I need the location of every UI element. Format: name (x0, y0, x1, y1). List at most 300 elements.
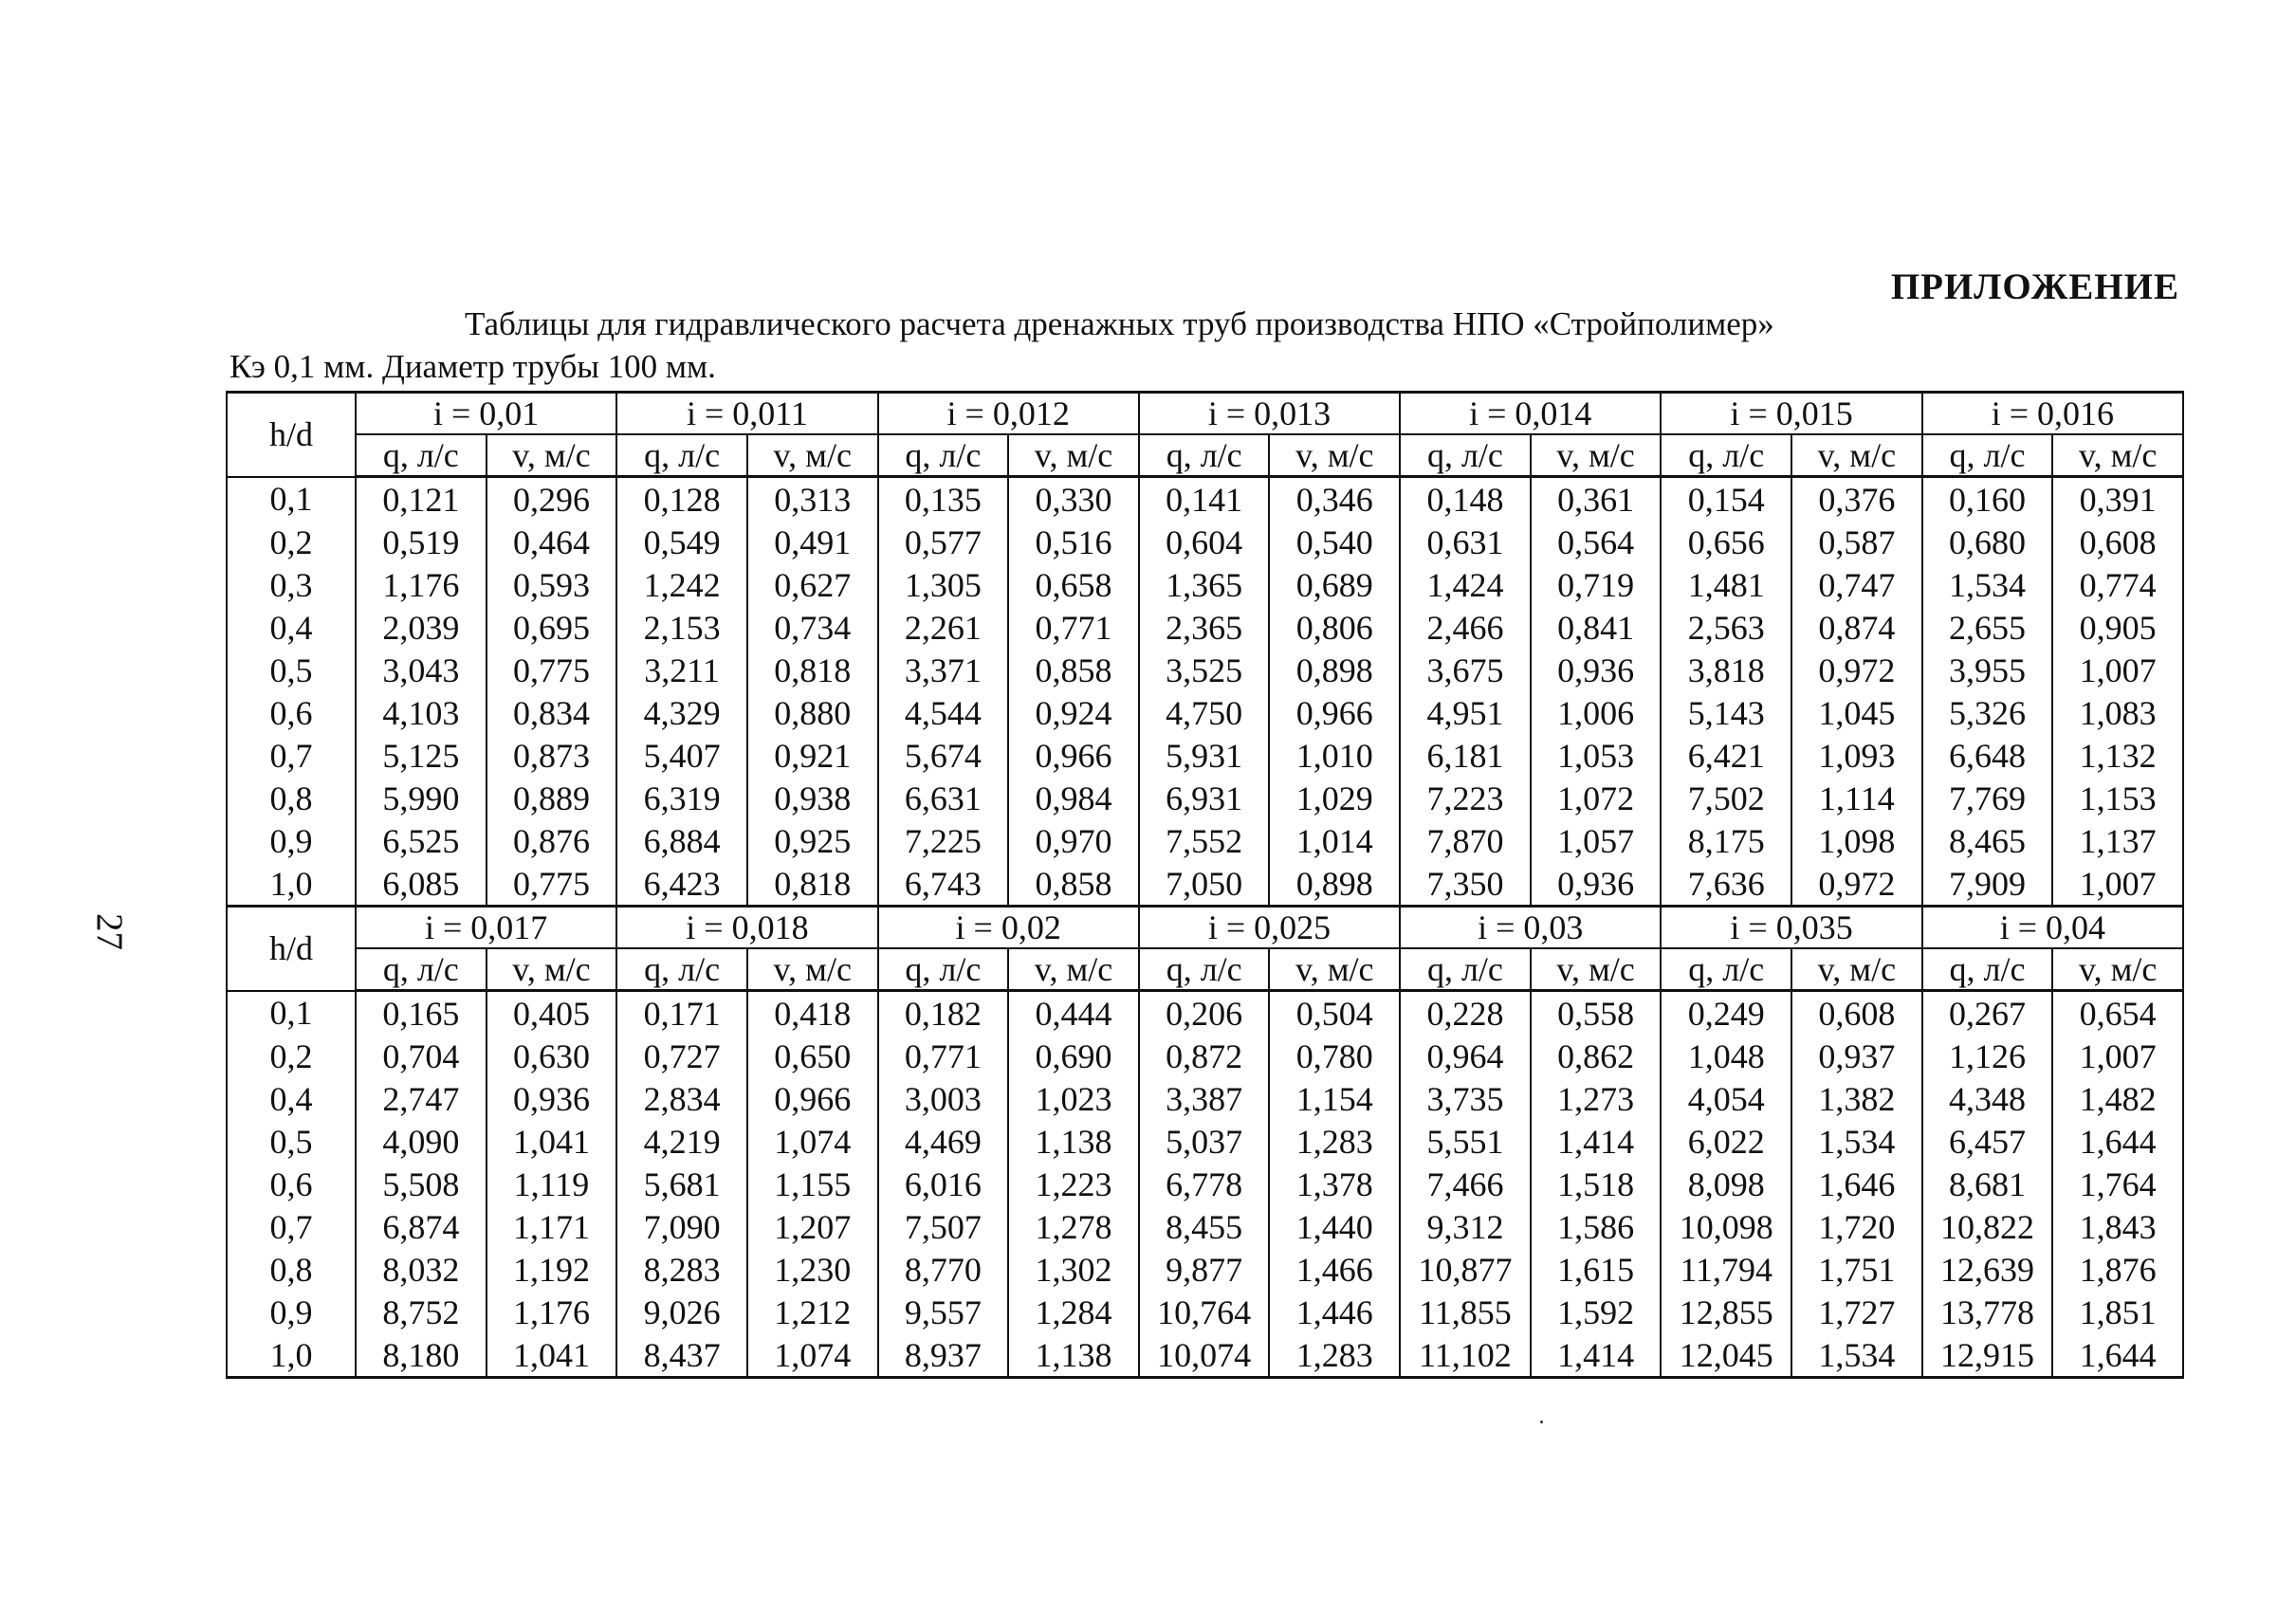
q-unit-header: q, л/с (1400, 948, 1531, 991)
v-value-cell: 1,592 (1531, 1291, 1662, 1333)
v-value-cell: 1,023 (1008, 1077, 1139, 1120)
q-value-cell: 6,525 (356, 819, 487, 862)
v-value-cell: 1,138 (1008, 1333, 1139, 1378)
v-value-cell: 1,041 (487, 1333, 617, 1378)
v-value-cell: 1,093 (1791, 734, 1922, 777)
v-value-cell: 0,936 (487, 1077, 617, 1120)
v-value-cell: 0,775 (487, 862, 617, 907)
hd-cell: 1,0 (227, 1333, 356, 1378)
hd-header: h/d (227, 907, 356, 991)
table-row (227, 521, 2183, 563)
slope-header: i = 0,01 (356, 393, 616, 435)
table-row (227, 691, 2183, 734)
q-value-cell: 2,153 (616, 606, 747, 649)
v-value-cell: 1,155 (747, 1163, 878, 1205)
v-value-cell: 0,921 (747, 734, 878, 777)
hd-header: h/d (227, 393, 356, 477)
v-value-cell: 0,841 (1531, 606, 1662, 649)
v-value-cell: 0,834 (487, 691, 617, 734)
v-value-cell: 0,540 (1269, 521, 1400, 563)
v-value-cell: 1,382 (1791, 1077, 1922, 1120)
q-value-cell: 0,182 (878, 991, 1009, 1036)
q-value-cell: 5,037 (1139, 1120, 1270, 1163)
table-row (227, 734, 2183, 777)
q-value-cell: 6,931 (1139, 777, 1270, 819)
q-value-cell: 0,964 (1400, 1035, 1531, 1077)
q-value-cell: 1,048 (1661, 1035, 1791, 1077)
q-value-cell: 7,466 (1400, 1163, 1531, 1205)
appendix-heading: ПРИЛОЖЕНИЕ (1890, 266, 2179, 307)
unit-header-row (227, 948, 2183, 991)
q-value-cell: 0,519 (356, 521, 487, 563)
v-value-cell: 0,654 (2052, 991, 2183, 1036)
v-value-cell: 1,378 (1269, 1163, 1400, 1205)
v-value-cell: 1,074 (747, 1333, 878, 1378)
q-value-cell: 0,771 (878, 1035, 1009, 1077)
v-value-cell: 1,006 (1531, 691, 1662, 734)
v-value-cell: 0,627 (747, 563, 878, 606)
v-unit-header: v, м/с (1269, 948, 1400, 991)
q-value-cell: 1,242 (616, 563, 747, 606)
hd-cell: 0,5 (227, 1120, 356, 1163)
v-value-cell: 0,972 (1791, 862, 1922, 907)
v-value-cell: 1,851 (2052, 1291, 2183, 1333)
v-value-cell: 0,464 (487, 521, 617, 563)
v-unit-header: v, м/с (2052, 434, 2183, 477)
q-value-cell: 8,032 (356, 1248, 487, 1291)
v-value-cell: 1,132 (2052, 734, 2183, 777)
q-value-cell: 1,365 (1139, 563, 1270, 606)
v-value-cell: 1,440 (1269, 1205, 1400, 1248)
v-value-cell: 0,862 (1531, 1035, 1662, 1077)
q-value-cell: 3,371 (878, 649, 1009, 691)
v-value-cell: 1,223 (1008, 1163, 1139, 1205)
q-value-cell: 4,054 (1661, 1077, 1791, 1120)
q-unit-header: q, л/с (1922, 948, 2053, 991)
v-value-cell: 1,843 (2052, 1205, 2183, 1248)
q-value-cell: 0,577 (878, 521, 1009, 563)
q-value-cell: 0,148 (1400, 477, 1531, 522)
v-unit-header: v, м/с (2052, 948, 2183, 991)
q-value-cell: 2,365 (1139, 606, 1270, 649)
v-value-cell: 1,007 (2052, 649, 2183, 691)
v-value-cell: 0,937 (1791, 1035, 1922, 1077)
table-row (227, 1205, 2183, 1248)
q-value-cell: 11,855 (1400, 1291, 1531, 1333)
v-value-cell: 0,558 (1531, 991, 1662, 1036)
q-value-cell: 6,457 (1922, 1120, 2053, 1163)
q-value-cell: 4,219 (616, 1120, 747, 1163)
q-value-cell: 5,931 (1139, 734, 1270, 777)
v-value-cell: 1,518 (1531, 1163, 1662, 1205)
q-value-cell: 7,769 (1922, 777, 2053, 819)
q-value-cell: 6,631 (878, 777, 1009, 819)
v-value-cell: 1,482 (2052, 1077, 2183, 1120)
v-value-cell: 1,207 (747, 1205, 878, 1248)
table-row (227, 477, 2183, 522)
q-value-cell: 3,211 (616, 649, 747, 691)
v-value-cell: 0,695 (487, 606, 617, 649)
q-value-cell: 1,176 (356, 563, 487, 606)
v-value-cell: 1,764 (2052, 1163, 2183, 1205)
table-row (227, 606, 2183, 649)
q-value-cell: 1,305 (878, 563, 1009, 606)
v-value-cell: 1,283 (1269, 1333, 1400, 1378)
hydraulic-table-body (227, 393, 2183, 1378)
table-subtitle: Кэ 0,1 мм. Диаметр трубы 100 мм. (230, 348, 716, 385)
slope-header: i = 0,04 (1922, 907, 2183, 949)
hd-cell: 0,5 (227, 649, 356, 691)
q-value-cell: 0,631 (1400, 521, 1531, 563)
document-title: Таблицы для гидравлического расчета дренажных труб производства НПО «Стройполимер» (465, 305, 1774, 342)
v-value-cell: 0,936 (1531, 649, 1662, 691)
q-value-cell: 8,180 (356, 1333, 487, 1378)
v-value-cell: 1,137 (2052, 819, 2183, 862)
v-value-cell: 0,874 (1791, 606, 1922, 649)
table-row (227, 1163, 2183, 1205)
unit-header-row (227, 434, 2183, 477)
slope-header: i = 0,018 (616, 907, 877, 949)
q-value-cell: 10,822 (1922, 1205, 2053, 1248)
q-value-cell: 3,675 (1400, 649, 1531, 691)
q-value-cell: 12,915 (1922, 1333, 2053, 1378)
v-value-cell: 1,446 (1269, 1291, 1400, 1333)
q-value-cell: 7,870 (1400, 819, 1531, 862)
q-value-cell: 1,481 (1661, 563, 1791, 606)
q-value-cell: 0,680 (1922, 521, 2053, 563)
q-unit-header: q, л/с (878, 434, 1009, 477)
hd-cell: 0,6 (227, 691, 356, 734)
slope-header: i = 0,02 (878, 907, 1139, 949)
q-value-cell: 3,818 (1661, 649, 1791, 691)
slope-header: i = 0,015 (1661, 393, 1921, 435)
v-value-cell: 0,690 (1008, 1035, 1139, 1077)
v-value-cell: 1,414 (1531, 1120, 1662, 1163)
slope-header: i = 0,014 (1400, 393, 1661, 435)
q-value-cell: 4,750 (1139, 691, 1270, 734)
hd-cell: 0,7 (227, 1205, 356, 1248)
slope-header: i = 0,035 (1661, 907, 1921, 949)
v-value-cell: 1,646 (1791, 1163, 1922, 1205)
v-value-cell: 0,593 (487, 563, 617, 606)
v-unit-header: v, м/с (1531, 434, 1662, 477)
q-value-cell: 0,549 (616, 521, 747, 563)
v-value-cell: 0,516 (1008, 521, 1139, 563)
q-unit-header: q, л/с (878, 948, 1009, 991)
v-value-cell: 1,083 (2052, 691, 2183, 734)
q-value-cell: 6,778 (1139, 1163, 1270, 1205)
q-value-cell: 0,704 (356, 1035, 487, 1077)
q-value-cell: 6,016 (878, 1163, 1009, 1205)
q-value-cell: 6,423 (616, 862, 747, 907)
q-unit-header: q, л/с (1139, 948, 1270, 991)
q-value-cell: 2,261 (878, 606, 1009, 649)
table-row (227, 777, 2183, 819)
v-value-cell: 1,007 (2052, 862, 2183, 907)
v-value-cell: 1,720 (1791, 1205, 1922, 1248)
q-value-cell: 9,557 (878, 1291, 1009, 1333)
q-value-cell: 12,045 (1661, 1333, 1791, 1378)
q-value-cell: 0,171 (616, 991, 747, 1036)
q-value-cell: 2,747 (356, 1077, 487, 1120)
q-unit-header: q, л/с (1661, 948, 1791, 991)
q-value-cell: 4,951 (1400, 691, 1531, 734)
scan-speck (1540, 1421, 1543, 1423)
q-value-cell: 3,387 (1139, 1077, 1270, 1120)
v-value-cell: 0,296 (487, 477, 617, 522)
q-unit-header: q, л/с (1400, 434, 1531, 477)
table-row (227, 862, 2183, 907)
v-unit-header: v, м/с (1791, 434, 1922, 477)
hd-cell: 0,1 (227, 477, 356, 522)
hd-cell: 0,7 (227, 734, 356, 777)
v-unit-header: v, м/с (487, 948, 617, 991)
q-value-cell: 5,508 (356, 1163, 487, 1205)
q-value-cell: 4,348 (1922, 1077, 2053, 1120)
q-value-cell: 0,165 (356, 991, 487, 1036)
q-unit-header: q, л/с (1139, 434, 1270, 477)
q-value-cell: 4,329 (616, 691, 747, 734)
v-value-cell: 0,924 (1008, 691, 1139, 734)
v-value-cell: 0,780 (1269, 1035, 1400, 1077)
v-value-cell: 0,925 (747, 819, 878, 862)
v-value-cell: 1,212 (747, 1291, 878, 1333)
q-value-cell: 10,074 (1139, 1333, 1270, 1378)
v-value-cell: 0,587 (1791, 521, 1922, 563)
q-value-cell: 7,502 (1661, 777, 1791, 819)
v-value-cell: 1,283 (1269, 1120, 1400, 1163)
hd-cell: 0,3 (227, 563, 356, 606)
v-value-cell: 0,905 (2052, 606, 2183, 649)
q-value-cell: 5,125 (356, 734, 487, 777)
q-value-cell: 10,877 (1400, 1248, 1531, 1291)
v-value-cell: 1,045 (1791, 691, 1922, 734)
q-value-cell: 6,319 (616, 777, 747, 819)
v-value-cell: 0,774 (2052, 563, 2183, 606)
v-value-cell: 0,889 (487, 777, 617, 819)
v-unit-header: v, м/с (747, 948, 878, 991)
v-value-cell: 0,491 (747, 521, 878, 563)
q-value-cell: 2,039 (356, 606, 487, 649)
q-value-cell: 0,872 (1139, 1035, 1270, 1077)
v-value-cell: 0,658 (1008, 563, 1139, 606)
v-value-cell: 0,734 (747, 606, 878, 649)
q-value-cell: 7,223 (1400, 777, 1531, 819)
q-value-cell: 4,090 (356, 1120, 487, 1163)
table-row (227, 991, 2183, 1036)
hydraulic-table (226, 391, 2184, 1379)
slope-header: i = 0,025 (1139, 907, 1400, 949)
hd-cell: 0,9 (227, 1291, 356, 1333)
v-value-cell: 0,818 (747, 862, 878, 907)
v-value-cell: 1,053 (1531, 734, 1662, 777)
q-value-cell: 7,090 (616, 1205, 747, 1248)
q-value-cell: 2,655 (1922, 606, 2053, 649)
v-value-cell: 0,880 (747, 691, 878, 734)
v-value-cell: 0,898 (1269, 862, 1400, 907)
q-value-cell: 6,884 (616, 819, 747, 862)
q-value-cell: 11,102 (1400, 1333, 1531, 1378)
v-value-cell: 1,154 (1269, 1077, 1400, 1120)
q-value-cell: 8,770 (878, 1248, 1009, 1291)
q-value-cell: 2,563 (1661, 606, 1791, 649)
v-value-cell: 1,302 (1008, 1248, 1139, 1291)
q-value-cell: 0,128 (616, 477, 747, 522)
q-value-cell: 6,874 (356, 1205, 487, 1248)
q-value-cell: 2,834 (616, 1077, 747, 1120)
v-value-cell: 1,171 (487, 1205, 617, 1248)
v-value-cell: 0,444 (1008, 991, 1139, 1036)
v-value-cell: 0,972 (1791, 649, 1922, 691)
hd-cell: 0,1 (227, 991, 356, 1036)
q-value-cell: 8,175 (1661, 819, 1791, 862)
v-unit-header: v, м/с (1008, 948, 1139, 991)
v-value-cell: 1,010 (1269, 734, 1400, 777)
q-unit-header: q, л/с (356, 948, 487, 991)
v-value-cell: 1,273 (1531, 1077, 1662, 1120)
v-value-cell: 0,608 (2052, 521, 2183, 563)
v-value-cell: 1,284 (1008, 1291, 1139, 1333)
page-number: 27 (89, 913, 130, 950)
q-value-cell: 6,022 (1661, 1120, 1791, 1163)
v-value-cell: 0,898 (1269, 649, 1400, 691)
v-value-cell: 0,984 (1008, 777, 1139, 819)
q-value-cell: 3,955 (1922, 649, 2053, 691)
q-value-cell: 0,228 (1400, 991, 1531, 1036)
hd-cell: 0,9 (227, 819, 356, 862)
v-value-cell: 1,586 (1531, 1205, 1662, 1248)
q-value-cell: 10,098 (1661, 1205, 1791, 1248)
hd-cell: 0,8 (227, 1248, 356, 1291)
v-value-cell: 0,405 (487, 991, 617, 1036)
v-value-cell: 0,747 (1791, 563, 1922, 606)
q-value-cell: 8,283 (616, 1248, 747, 1291)
q-value-cell: 6,085 (356, 862, 487, 907)
v-value-cell: 1,138 (1008, 1120, 1139, 1163)
q-value-cell: 8,752 (356, 1291, 487, 1333)
table-row (227, 1077, 2183, 1120)
q-value-cell: 7,050 (1139, 862, 1270, 907)
q-value-cell: 0,206 (1139, 991, 1270, 1036)
hd-cell: 0,2 (227, 1035, 356, 1077)
v-value-cell: 1,007 (2052, 1035, 2183, 1077)
q-value-cell: 11,794 (1661, 1248, 1791, 1291)
v-value-cell: 1,644 (2052, 1333, 2183, 1378)
v-value-cell: 1,041 (487, 1120, 617, 1163)
v-unit-header: v, м/с (1008, 434, 1139, 477)
v-value-cell: 1,119 (487, 1163, 617, 1205)
v-value-cell: 1,727 (1791, 1291, 1922, 1333)
v-value-cell: 1,615 (1531, 1248, 1662, 1291)
v-value-cell: 1,534 (1791, 1120, 1922, 1163)
q-value-cell: 0,656 (1661, 521, 1791, 563)
v-value-cell: 0,689 (1269, 563, 1400, 606)
v-value-cell: 0,858 (1008, 649, 1139, 691)
v-value-cell: 0,966 (1008, 734, 1139, 777)
v-value-cell: 0,376 (1791, 477, 1922, 522)
q-value-cell: 8,465 (1922, 819, 2053, 862)
q-value-cell: 10,764 (1139, 1291, 1270, 1333)
slope-header: i = 0,03 (1400, 907, 1661, 949)
table-row (227, 1333, 2183, 1378)
table-row (227, 819, 2183, 862)
slope-header-row (227, 393, 2183, 435)
v-value-cell: 1,074 (747, 1120, 878, 1163)
q-value-cell: 6,648 (1922, 734, 2053, 777)
q-value-cell: 0,249 (1661, 991, 1791, 1036)
v-value-cell: 0,966 (747, 1077, 878, 1120)
v-unit-header: v, м/с (487, 434, 617, 477)
table-row (227, 1248, 2183, 1291)
v-value-cell: 0,391 (2052, 477, 2183, 522)
q-value-cell: 4,544 (878, 691, 1009, 734)
v-value-cell: 1,644 (2052, 1120, 2183, 1163)
q-value-cell: 7,909 (1922, 862, 2053, 907)
q-unit-header: q, л/с (356, 434, 487, 477)
v-value-cell: 0,876 (487, 819, 617, 862)
q-value-cell: 0,727 (616, 1035, 747, 1077)
hd-cell: 0,4 (227, 1077, 356, 1120)
v-value-cell: 1,029 (1269, 777, 1400, 819)
v-unit-header: v, м/с (747, 434, 878, 477)
v-value-cell: 0,650 (747, 1035, 878, 1077)
v-value-cell: 1,466 (1269, 1248, 1400, 1291)
hd-cell: 1,0 (227, 862, 356, 907)
q-value-cell: 7,636 (1661, 862, 1791, 907)
q-value-cell: 12,639 (1922, 1248, 2053, 1291)
v-value-cell: 1,534 (1791, 1333, 1922, 1378)
v-value-cell: 1,192 (487, 1248, 617, 1291)
v-value-cell: 0,775 (487, 649, 617, 691)
q-unit-header: q, л/с (1922, 434, 2053, 477)
q-value-cell: 5,143 (1661, 691, 1791, 734)
v-value-cell: 1,176 (487, 1291, 617, 1333)
v-value-cell: 1,414 (1531, 1333, 1662, 1378)
q-value-cell: 8,437 (616, 1333, 747, 1378)
v-value-cell: 1,114 (1791, 777, 1922, 819)
q-value-cell: 4,469 (878, 1120, 1009, 1163)
v-value-cell: 0,771 (1008, 606, 1139, 649)
v-value-cell: 1,014 (1269, 819, 1400, 862)
v-unit-header: v, м/с (1531, 948, 1662, 991)
v-value-cell: 0,970 (1008, 819, 1139, 862)
q-value-cell: 7,552 (1139, 819, 1270, 862)
v-unit-header: v, м/с (1269, 434, 1400, 477)
v-value-cell: 1,278 (1008, 1205, 1139, 1248)
v-value-cell: 1,057 (1531, 819, 1662, 862)
q-unit-header: q, л/с (1661, 434, 1791, 477)
slope-header: i = 0,012 (878, 393, 1139, 435)
q-value-cell: 5,681 (616, 1163, 747, 1205)
q-value-cell: 5,407 (616, 734, 747, 777)
hd-cell: 0,8 (227, 777, 356, 819)
q-value-cell: 12,855 (1661, 1291, 1791, 1333)
v-value-cell: 0,330 (1008, 477, 1139, 522)
q-value-cell: 0,604 (1139, 521, 1270, 563)
v-value-cell: 0,313 (747, 477, 878, 522)
v-value-cell: 1,876 (2052, 1248, 2183, 1291)
v-unit-header: v, м/с (1791, 948, 1922, 991)
q-value-cell: 5,674 (878, 734, 1009, 777)
q-value-cell: 5,551 (1400, 1120, 1531, 1163)
q-value-cell: 0,121 (356, 477, 487, 522)
v-value-cell: 0,608 (1791, 991, 1922, 1036)
q-value-cell: 6,743 (878, 862, 1009, 907)
slope-header: i = 0,016 (1922, 393, 2183, 435)
v-value-cell: 0,361 (1531, 477, 1662, 522)
v-value-cell: 0,966 (1269, 691, 1400, 734)
q-value-cell: 13,778 (1922, 1291, 2053, 1333)
